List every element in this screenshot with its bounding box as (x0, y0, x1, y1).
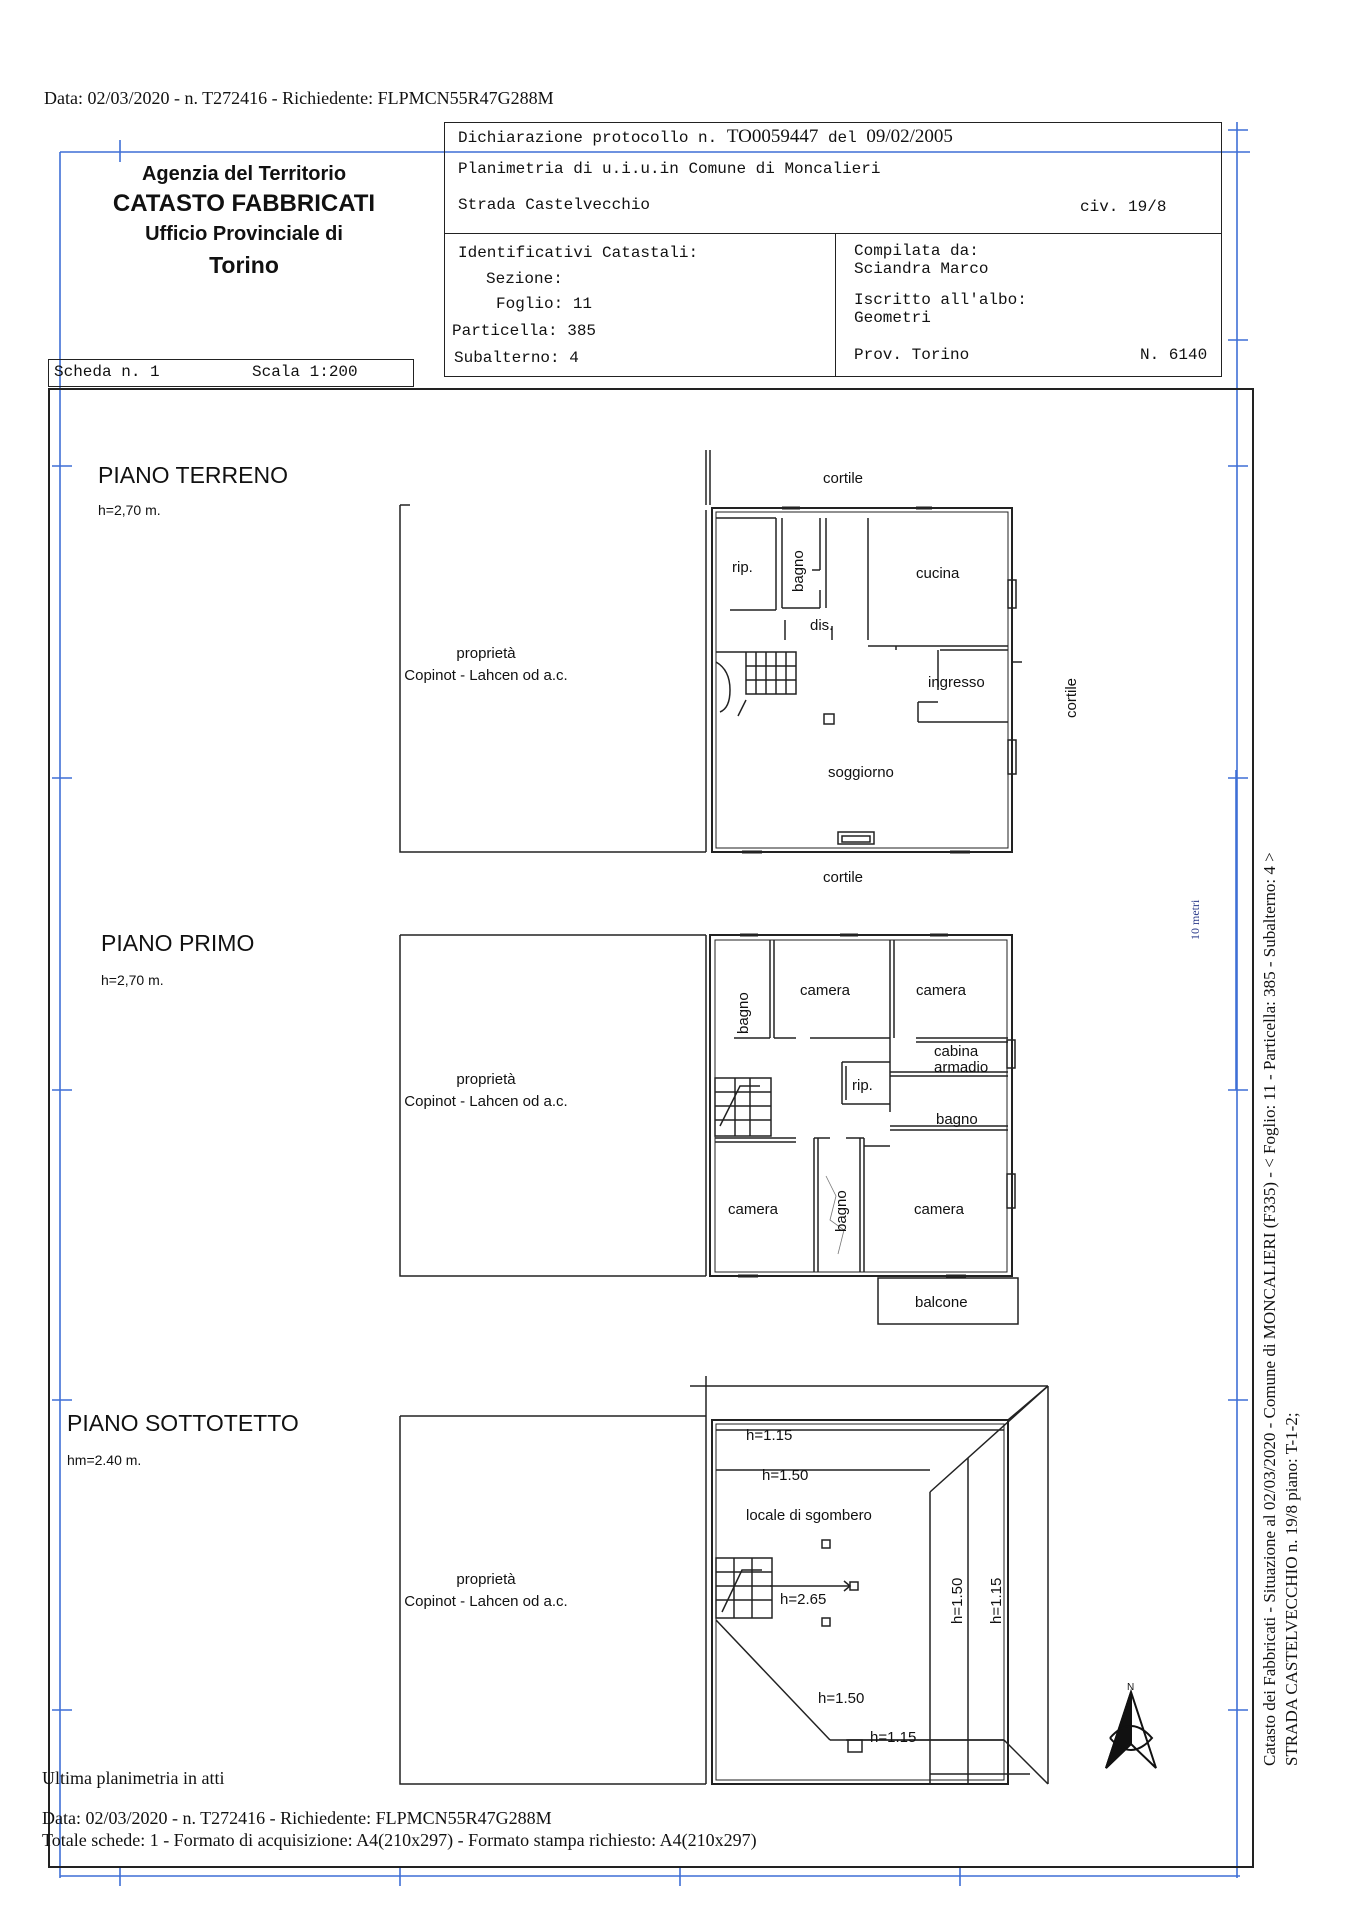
first-camera2-label: camera (916, 982, 967, 999)
attic-h115-top: h=1.15 (746, 1427, 793, 1444)
attic-property-line1: proprietà (456, 1571, 516, 1588)
ground-dis-label: dis. (810, 617, 834, 634)
office-city: Torino (209, 252, 279, 278)
side-text-line1: Catasto dei Fabbricati - Situazione al 02/03/2020 - Comune di MONCALIERI (F335) - < Foglio: 11 - Particella: 385 - Subalterno: 4 > (1260, 852, 1279, 1766)
ground-ingresso-label: ingresso (928, 674, 985, 691)
ground-bagno-label: bagno (790, 550, 807, 592)
cortile-bottom-label: cortile (823, 869, 864, 886)
first-camera3-label: camera (728, 1201, 779, 1218)
ground-floor-title: PIANO TERRENO (98, 462, 288, 488)
first-camera4-label: camera (914, 1201, 965, 1218)
footer-last-plan: Ultima planimetria in atti (42, 1768, 225, 1788)
office-catasto: CATASTO FABBRICATI (112, 190, 376, 217)
ground-soggiorno-label: soggiorno (828, 764, 894, 781)
protocol-del: del (827, 129, 857, 147)
header-request-line: Data: 02/03/2020 - n. T272416 - Richiedente: FLPMCN55R47G288M (44, 88, 554, 108)
scheda-label: Scheda n. 1 (54, 363, 160, 381)
protocol-number: TO0059447 (726, 126, 819, 147)
identifiers-foglio: Foglio: 11 (496, 295, 593, 313)
first-floor-height: h=2,70 m. (101, 972, 164, 988)
first-floor-plan (390, 926, 1040, 1336)
identifiers-subalterno: Subalterno: 4 (454, 349, 579, 367)
first-bagno1-label: bagno (735, 992, 752, 1034)
attic-h115-vertical: h=1.15 (988, 1577, 1005, 1624)
declaration-protocol (458, 126, 953, 148)
attic-h150-vertical: h=1.50 (949, 1577, 966, 1624)
first-rip-label: rip. (852, 1077, 873, 1094)
compiler-name: Sciandra Marco (854, 260, 989, 278)
side-text-line2: STRADA CASTELVECCHIO n. 19/8 piano: T-1-2; (1282, 1412, 1301, 1766)
cortile-top-label: cortile (823, 470, 864, 487)
office-ufficio: Ufficio Provinciale di (145, 223, 343, 245)
ground-property-line2: Copinot - Lahcen od a.c. (404, 667, 568, 684)
attic-room-label: locale di sgombero (746, 1507, 872, 1524)
albo-value: Geometri (854, 309, 931, 327)
attic-title: PIANO SOTTOTETTO (67, 1410, 299, 1436)
compiler-label: Compilata da: (854, 242, 979, 260)
declaration-plan-line: Planimetria di u.i.u.in Comune di Moncalieri (458, 160, 881, 178)
office-agency: Agenzia del Territorio (141, 163, 347, 185)
compiler-number: N. 6140 (1140, 346, 1208, 364)
attic-plan (390, 1374, 1060, 1794)
declaration-civ: civ. 19/8 (1080, 198, 1167, 216)
protocol-label: Dichiarazione protocollo n. (458, 129, 718, 147)
identifiers-title: Identificativi Catastali: (458, 244, 699, 262)
identifiers-particella: Particella: 385 (452, 322, 597, 340)
cortile-side-label: cortile (1063, 677, 1080, 718)
ground-floor-height: h=2,70 m. (98, 502, 161, 518)
office-block (84, 160, 404, 282)
footer-data-line: Data: 02/03/2020 - n. T272416 - Richiedente: FLPMCN55R47G288M (42, 1808, 552, 1828)
first-bagno3-label: bagno (833, 1190, 850, 1232)
protocol-date: 09/02/2005 (866, 126, 953, 147)
ground-cucina-label: cucina (916, 565, 960, 582)
first-cabina-line2: armadio (934, 1059, 989, 1076)
albo-label: Iscritto all'albo: (854, 291, 1027, 309)
north-label: N (1127, 1682, 1135, 1693)
declaration-street: Strada Castelvecchio (458, 196, 651, 214)
first-bagno2-label: bagno (936, 1111, 978, 1128)
first-balcone-label: balcone (915, 1294, 968, 1311)
north-arrow-icon (1096, 1680, 1166, 1780)
ground-rip-label: rip. (732, 559, 753, 576)
attic-property-line2: Copinot - Lahcen od a.c. (404, 1593, 568, 1610)
scale-stamp: 10 metri (1188, 899, 1202, 940)
compiler-province: Prov. Torino (854, 346, 970, 364)
ground-floor-plan (390, 440, 1080, 900)
first-property-line2: Copinot - Lahcen od a.c. (404, 1093, 568, 1110)
attic-h115-bottom: h=1.15 (870, 1729, 917, 1746)
attic-h150-top: h=1.50 (762, 1467, 809, 1484)
scheda-scale: Scala 1:200 (252, 363, 358, 381)
ground-property-line1: proprietà (456, 645, 516, 662)
first-property-line1: proprietà (456, 1071, 516, 1088)
attic-height: hm=2.40 m. (67, 1452, 142, 1468)
first-cabina-line1: cabina (934, 1043, 979, 1060)
first-camera1-label: camera (800, 982, 851, 999)
footer-totals-line: Totale schede: 1 - Formato di acquisizione: A4(210x297) - Formato stampa richiesto: A4(210x297) (42, 1830, 757, 1850)
attic-h265: h=2.65 (780, 1591, 827, 1608)
attic-h150-bottom: h=1.50 (818, 1690, 865, 1707)
identifiers-sezione: Sezione: (486, 270, 563, 288)
first-floor-title: PIANO PRIMO (101, 930, 255, 956)
